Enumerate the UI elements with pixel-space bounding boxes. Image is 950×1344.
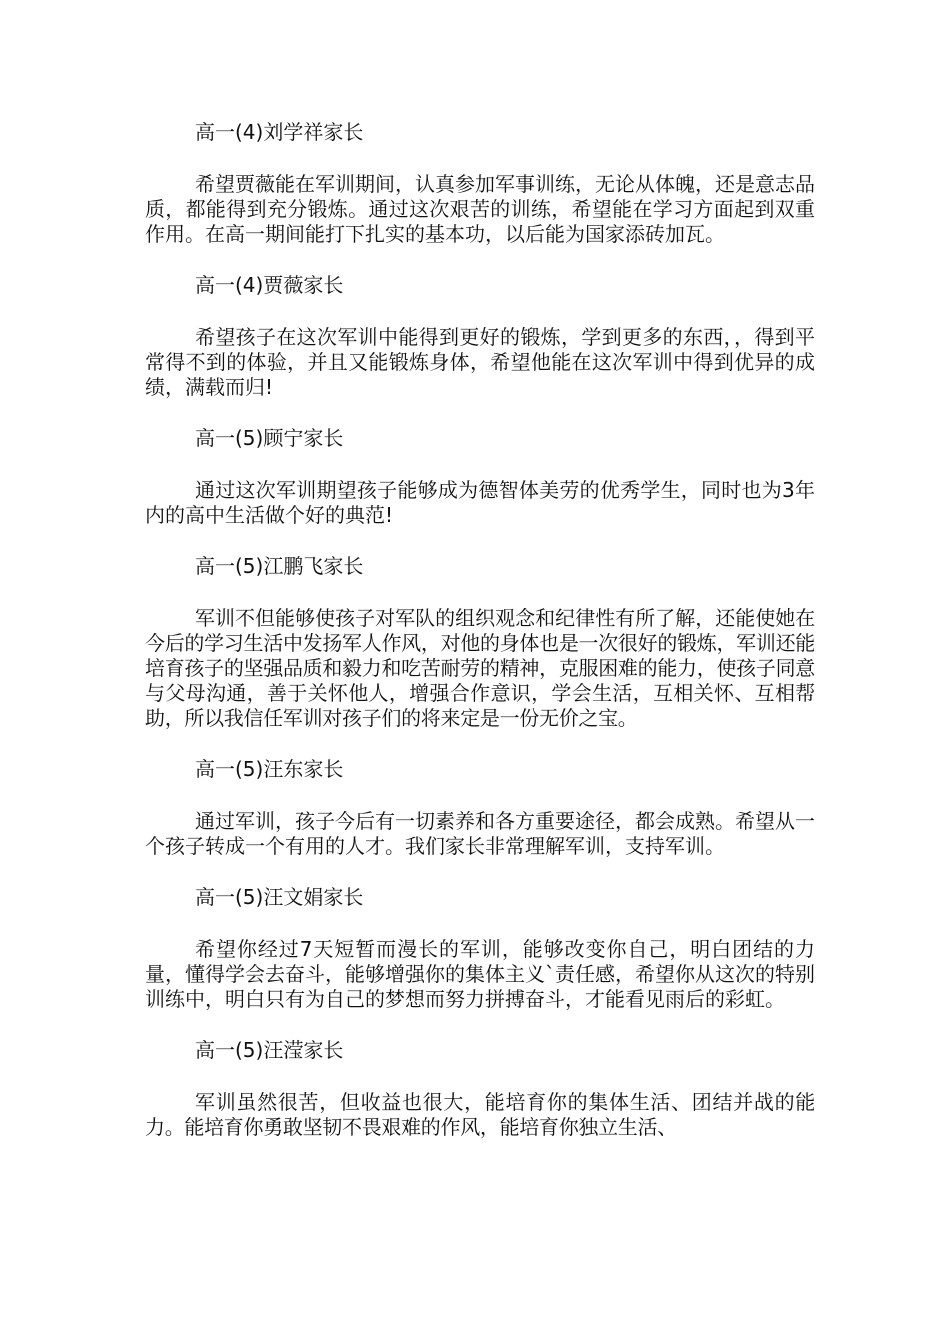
- parent-signature: 高一(4)贾薇家长: [195, 273, 344, 297]
- parent-signature: 高一(4)刘学祥家长: [195, 120, 364, 144]
- parent-message: 希望贾薇能在军训期间，认真参加军事训练，无论从体魄，还是意志品质，都能得到充分锻炼。通过这次艰苦的训练，希望能在学习方面起到双重作用。在高一期间能打下扎实的基本功，以后能为国家添砖加瓦。: [145, 172, 815, 246]
- parent-signature: 高一(5)江鹏飞家长: [195, 554, 364, 578]
- parent-message: 军训不但能够使孩子对军队的组织观念和纪律性有所了解，还能使她在今后的学习生活中发扬军人作风，对他的身体也是一次很好的锻炼，军训还能培育孩子的坚强品质和毅力和吃苦耐劳的精神，克服困难的能力，使孩子同意与父母沟通，善于关怀他人，增强合作意识，学会生活，互相关怀、互相帮助，所以我信任军训对孩子们的将来定是一份无价之宝。: [145, 606, 815, 730]
- parent-signature: 高一(5)汪滢家长: [195, 1038, 344, 1062]
- document-body: [145, 120, 815, 1140]
- parent-message: 希望孩子在这次军训中能得到更好的锻炼，学到更多的东西，，得到平常得不到的体验，并且又能锻炼身体，希望他能在这次军训中得到优异的成绩，满载而归!: [145, 325, 815, 399]
- parent-message: 通过这次军训期望孩子能够成为德智体美劳的优秀学生，同时也为3年内的高中生活做个好的典范!: [145, 478, 815, 527]
- parent-signature: 高一(5)汪文娟家长: [195, 885, 364, 909]
- parent-signature: 高一(5)顾宁家长: [195, 426, 344, 450]
- parent-signature: 高一(5)汪东家长: [195, 757, 344, 781]
- parent-message: 军训虽然很苦，但收益也很大，能培育你的集体生活、团结并战的能力。能培育你勇敢坚韧不畏艰难的作风，能培育你独立生活、: [145, 1090, 815, 1139]
- parent-message: 希望你经过7天短暂而漫长的军训，能够改变你自己，明白团结的力量，懂得学会去奋斗，能够增强你的集体主义`责任感，希望你从这次的特别训练中，明白只有为自己的梦想而努力拼搏奋斗，才能看见雨后的彩虹。: [145, 937, 815, 1011]
- parent-message: 通过军训，孩子今后有一切素养和各方重要途径，都会成熟。希望从一个孩子转成一个有用的人才。我们家长非常理解军训，支持军训。: [145, 809, 815, 858]
